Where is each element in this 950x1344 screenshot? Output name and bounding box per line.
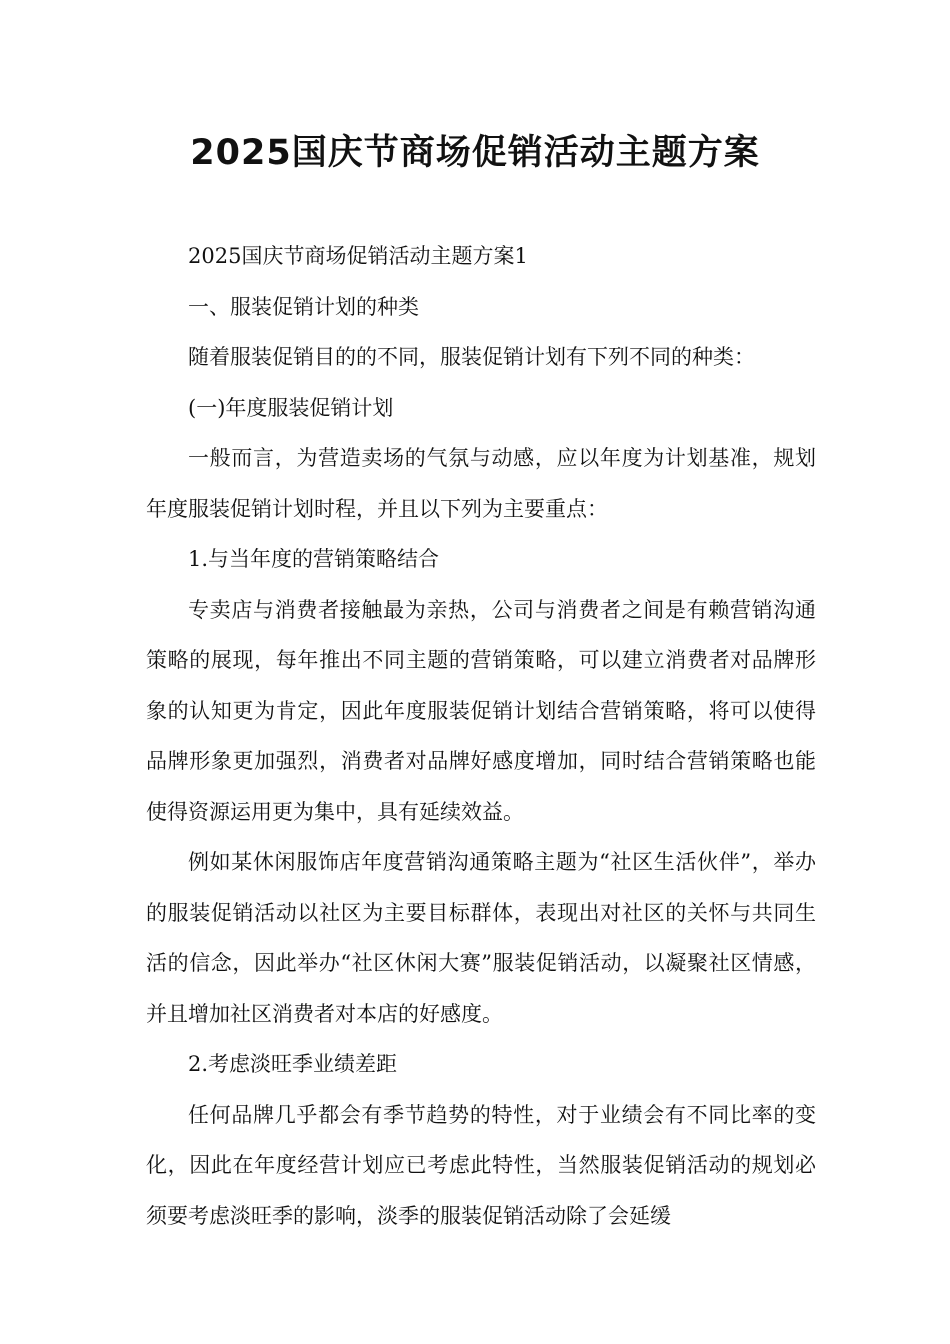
point-heading: 2.考虑淡旺季业绩差距 [188, 1052, 398, 1076]
point-heading: 1.与当年度的营销策略结合 [188, 547, 440, 571]
paragraph: 随着服装促销目的的不同，服装促销计划有下列不同的种类： [188, 345, 755, 369]
subsection-heading: (一)年度服装促销计划 [188, 395, 394, 420]
paragraph: 专卖店与消费者接触最为亲热，公司与消费者之间是有赖营销沟通策略的展现，每年推出不同主题的营销策略，可以建立消费者对品牌形象的认知更为肯定，因此年度服装促销计划结合营销策略，将可以使得品牌形象更加强烈，消费者对品牌好感度增加，同时结合营销策略也能使得资源运用更为集中，具有延续效益。 [146, 597, 816, 824]
paragraph: 例如某休闲服饰店年度营销沟通策略主题为“社区生活伙伴”，举办的服装促销活动以社区为主要目标群体，表现出对社区的关怀与共同生活的信念，因此举办“社区休闲大赛”服装促销活动，以凝聚社区情感，并且增加社区消费者对本店的好感度。 [146, 850, 816, 1026]
paragraph: 任何品牌几乎都会有季节趋势的特性，对于业绩会有不同比率的变化，因此在年度经营计划应已考虑此特性，当然服装促销活动的规划必须要考虑淡旺季的影响，淡季的服装促销活动除了会延缓 [146, 1102, 816, 1228]
document-body [146, 231, 816, 1241]
section-heading: 一、服装促销计划的种类 [188, 294, 419, 319]
document-title: 2025国庆节商场促销活动主题方案 [190, 133, 760, 173]
section-title: 2025国庆节商场促销活动主题方案1 [188, 244, 528, 268]
paragraph: 一般而言，为营造卖场的气氛与动感，应以年度为计划基准，规划年度服装促销计划时程，并且以下列为主要重点： [146, 446, 816, 521]
